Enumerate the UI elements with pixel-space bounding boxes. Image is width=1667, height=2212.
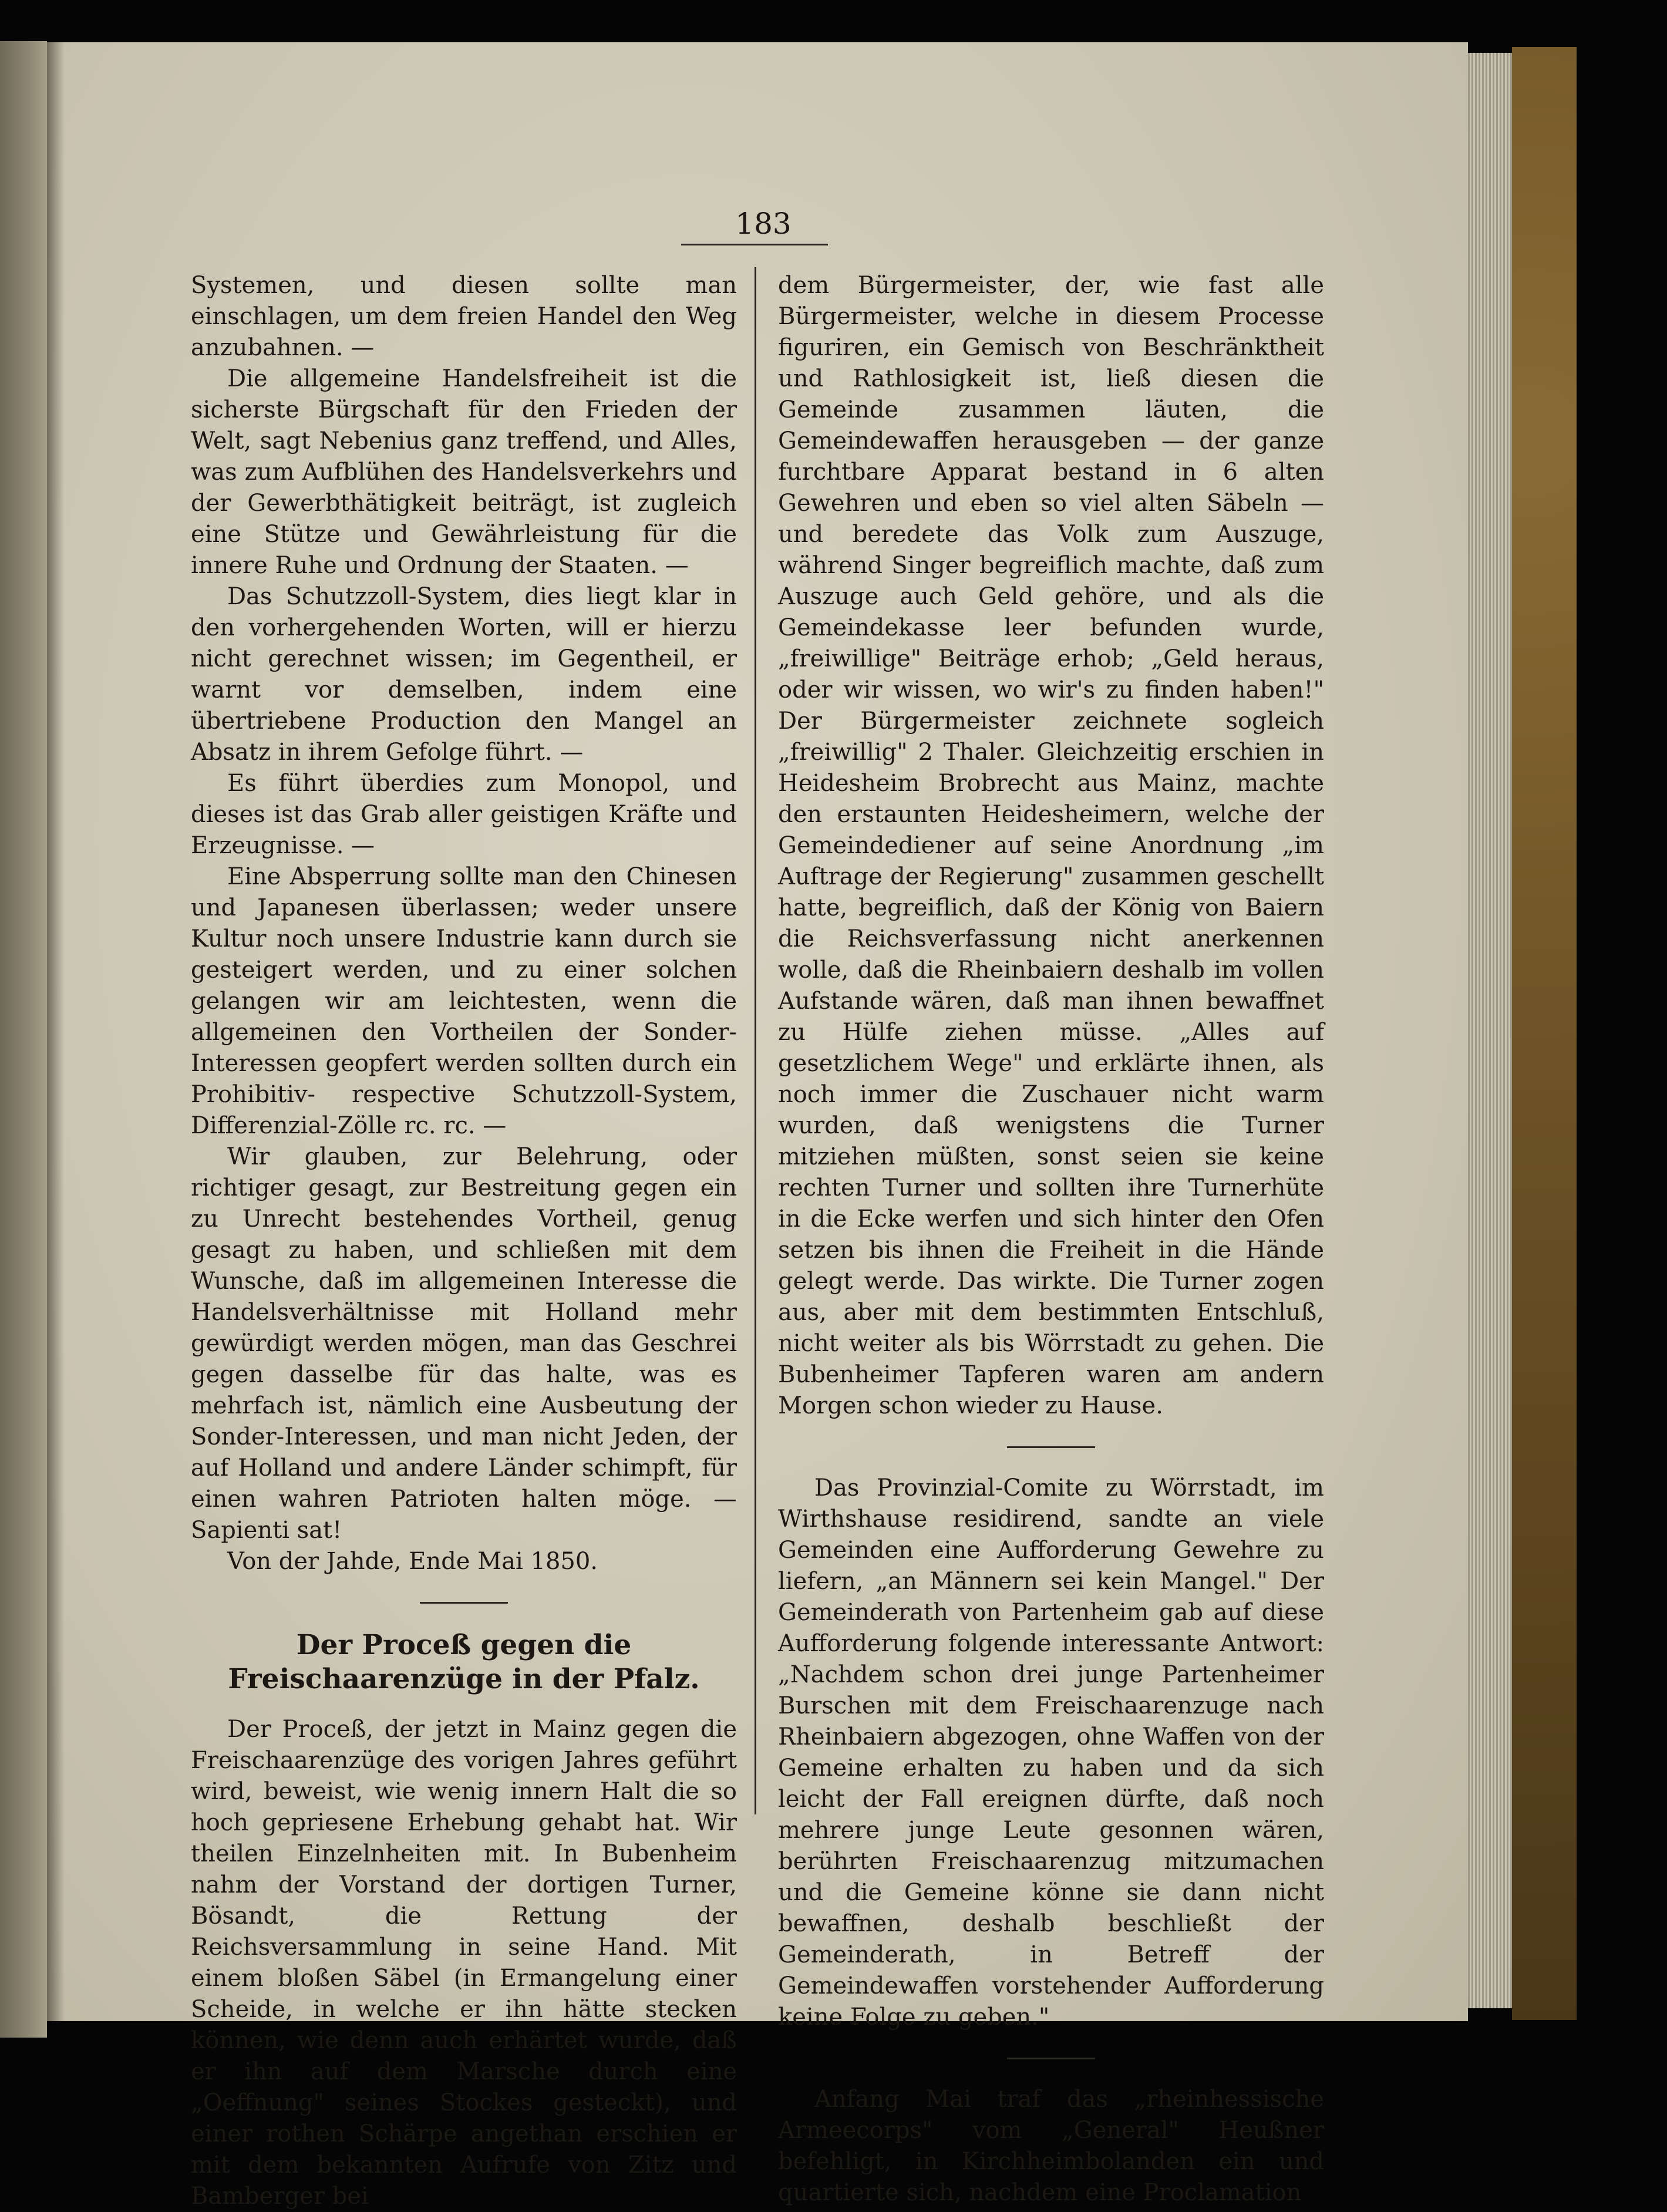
paragraph: Eine Absperrung sollte man den Chinesen und Japanesen überlassen; weder unsere Kultur noch unsere Industrie kann durch sie gesteigert werden, und zu einer solchen gelangen wir am leichtesten, wenn die allgemeinen den Vortheilen der Sonder-Interessen geopfert werden sollten durch ein Prohibitiv- respective Schutzzoll-System, Differenzial-Zölle rc. rc. — — [191, 863, 737, 1139]
header-rule — [681, 244, 828, 245]
page-number: 183 — [735, 207, 792, 241]
paragraph: dem Bürgermeister, der, wie fast alle Bürgermeister, welche in diesem Processe figuriren, ein Gemisch von Beschränktheit und Rathlosigkeit ist, ließ diesen die Gemeinde zusammen läuten, die Gemeindewaffen herausgeben — der ganze furchtbare Apparat bestand in 6 alten Gewehren und eben so viel alten Säbeln — und beredete das Volk zum Auszuge, während Singer begreiflich machte, daß zum Auszuge auch Geld gehöre, und als die Gemeindekasse leer befunden wurde, „freiwillige" Beiträge erhob; „Geld heraus, oder wir wissen, wo wir's zu finden haben!" Der Bürgermeister zeichnete sogleich „freiwillig" 2 Thaler. Gleichzeitig erschien in Heidesheim Brobrecht aus Mainz, machte den erstaunten Heidesheimern, welche der Gemeindediener auf seine Anordnung „im Auftrage der Regierung" zusammen geschellt hatte, begreiflich, daß der König von Baiern die Reichsverfassung nicht anerkennen wolle, daß die Rheinbaiern deshalb im vollen Aufstande wären, daß man ihnen bewaffnet zu Hülfe ziehen müsse. „Alles auf gesetzlichem Wege" und erklärte ihnen, als noch immer die Zuschauer nicht warm wurden, daß wenigstens die Turner mitziehen müßten, sonst seien sie keine rechten Turner und sollten ihre Turnerhüte in die Ecke werfen und sich hinter den Ofen setzen bis ihnen die Freiheit in die Hände gelegt werde. Das wirkte. Die Turner zogen aus, aber mit dem bestimmten Entschluß, nicht weiter als bis Wörrstadt zu gehen. Die Bubenheimer Tapferen waren am andern Morgen schon wieder zu Hause. — [778, 272, 1324, 1419]
article-heading: Der Proceß gegen die Freischaarenzüge in der Pfalz. — [228, 1629, 700, 1695]
paragraph: Der Proceß, der jetzt in Mainz gegen die Freischaarenzüge des vorigen Jahres geführt wird, beweist, wie wenig innern Halt die so hoch gepriesene Erhebung gehabt hat. Wir theilen Einzelnheiten mit. In Bubenheim nahm der Vorstand der dortigen Turner, Bösandt, die Rettung der Reichsversammlung in seine Hand. Mit einem bloßen Säbel (in Ermangelung einer Scheide, in welche er ihn hätte stecken können, wie denn auch erhärtet wurde, daß er ihn auf dem Marsche durch eine „Oeffnung" seines Stockes gesteckt), und einer rothen Schärpe angethan erschien er mit dem bekannten Aufrufe von Zitz und Bamberger bei — [191, 1716, 737, 2210]
right-column — [778, 270, 1324, 2208]
gutter-shadow — [47, 42, 65, 2021]
signoff: Von der Jahde, Ende Mai 1850. — [227, 1548, 598, 1575]
page-stack-edges — [1468, 53, 1512, 2008]
left-column — [191, 270, 737, 2212]
column-divider — [755, 267, 756, 1814]
paragraph: Das Provinzial-Comite zu Wörrstadt, im Wirthshause residirend, sandte an viele Gemeinden eine Aufforderung Gewehre zu liefern, „an Männern sei kein Mangel." Der Gemeinderath von Partenheim gab auf diese Aufforderung folgende interessante Antwort: „Nachdem schon drei junge Partenheimer Burschen mit dem Freischaarenzuge nach Rheinbaiern abgezogen, ohne Waffen von der Gemeine erhalten zu haben und da sich leicht der Fall ereignen dürfte, daß noch mehrere junge Leute gesonnen wären, berührten Freischaarenzug mitzumachen und die Gemeine könne sie dann nicht bewaffnen, deshalb beschließt der Gemeinderath, in Betreff der Gemeindewaffen vorstehender Aufforderung keine Folge zu geben." — [778, 1474, 1324, 2031]
paragraph: Die allgemeine Handelsfreiheit ist die sicherste Bürgschaft für den Frieden der Welt, sagt Nebenius ganz treffend, und Alles, was zum Aufblühen des Handelsverkehrs und der Gewerbthätigkeit beiträgt, ist zugleich eine Stütze und Gewährleistung für die innere Ruhe und Ordnung der Staaten. — — [191, 365, 737, 579]
section-separator — [1007, 2058, 1095, 2059]
paragraph: Anfang Mai traf das „rheinhessische Armeecorps" vom „General" Heußner befehligt, in Kirchheimbolanden ein und quartierte sich, nachdem eine Proclamation — [778, 2086, 1324, 2206]
section-separator — [420, 1602, 508, 1604]
book-cover-edge — [1512, 47, 1577, 2020]
paragraph: Das Schutzzoll-System, dies liegt klar in den vorhergehenden Worten, will er hierzu nicht gerechnet wissen; im Gegentheil, er warnt vor demselben, indem eine übertriebene Production den Mangel an Absatz in ihrem Gefolge führt. — — [191, 583, 737, 766]
paragraph: Es führt überdies zum Monopol, und dieses ist das Grab aller geistigen Kräfte und Erzeugnisse. — — [191, 770, 737, 859]
paragraph: Systemen, und diesen sollte man einschlagen, um dem freien Handel den Weg anzubahnen. — — [191, 272, 737, 361]
facing-page-edge — [0, 41, 47, 2038]
paragraph: Wir glauben, zur Belehrung, oder richtiger gesagt, zur Bestreitung gegen ein zu Unrecht bestehendes Vortheil, genug gesagt zu haben, und schließen mit dem Wunsche, daß im allgemeinen Interesse die Handelsverhältnisse mit Holland mehr gewürdigt werden mögen, man das Geschrei gegen dasselbe für das halte, was es mehrfach ist, nämlich eine Ausbeutung der Sonder-Interessen, und man nicht Jeden, der auf Holland und andere Länder schimpft, für einen wahren Patrioten halten möge. — Sapienti sat! — [191, 1143, 737, 1544]
section-separator — [1007, 1446, 1095, 1448]
